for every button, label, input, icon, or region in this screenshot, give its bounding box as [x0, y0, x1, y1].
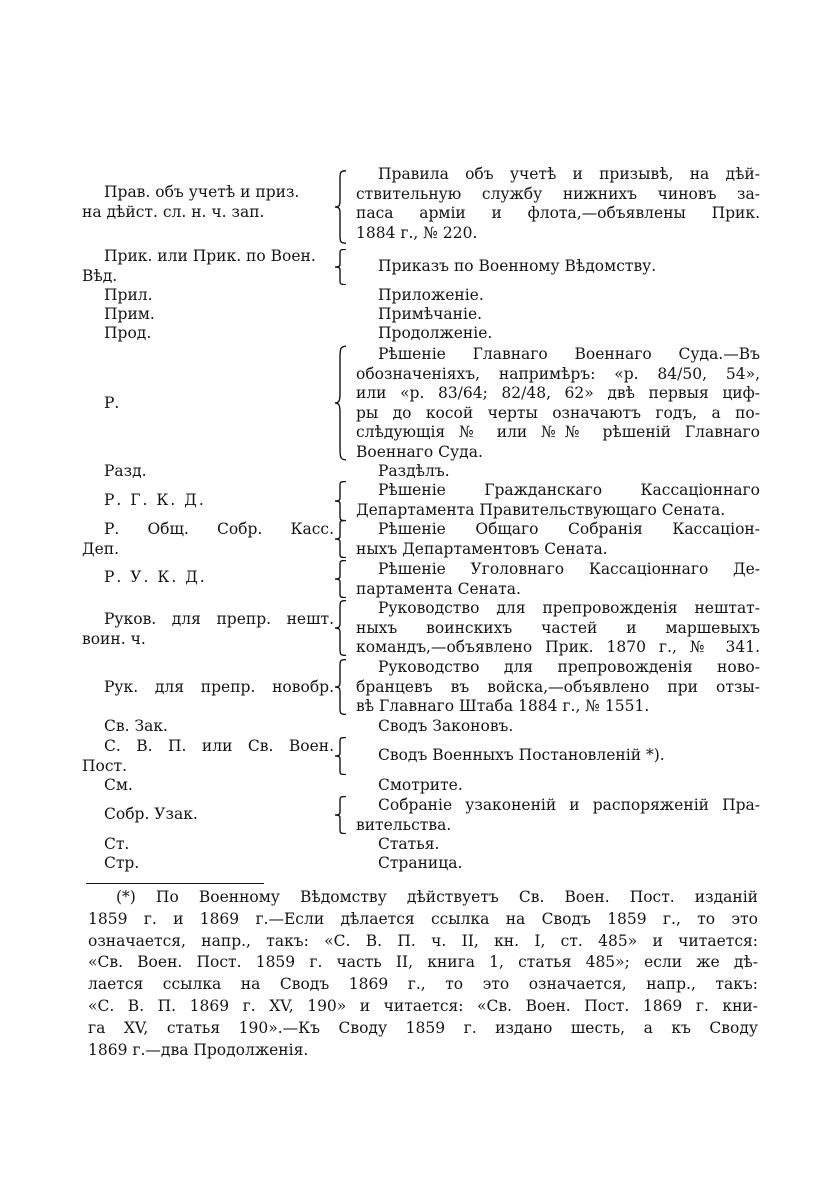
defn-line: Руководство для препровожденія нештат-: [378, 599, 760, 617]
defn-line: бранцевъ въ войска,—объявлено при отзы-: [356, 677, 760, 696]
defn-line: ныхъ Департаментовъ Сената.: [356, 539, 608, 558]
defn-line: Рѣшеніе Общаго Собранія Кассаціон-: [378, 520, 760, 538]
abbr-line: Разд.: [104, 462, 147, 480]
defn-line: Правила объ учетѣ и призывѣ, на дѣй-: [378, 165, 760, 183]
curly-brace-icon: [334, 249, 348, 285]
definition: [356, 746, 760, 766]
defn-line: Руководство для препровожденія ново-: [378, 658, 760, 676]
abbreviation: [82, 568, 334, 588]
curly-brace-icon: [334, 481, 348, 521]
abbreviation: [82, 717, 334, 737]
defn-line: Департамента Правительствующаго Сената.: [356, 500, 726, 519]
definition: [356, 599, 760, 658]
defn-line: Сводъ Военныхъ Постановленій *).: [378, 746, 665, 764]
curly-brace-icon: [334, 659, 348, 715]
abbreviation: [82, 776, 334, 796]
abbreviation: [82, 324, 334, 344]
defn-line: 1884 г., № 220.: [356, 223, 478, 242]
definition: [356, 324, 760, 344]
footnote-line: 1859 г. и 1869 г.—Если дѣлается ссылка на Сводъ 1859 г., то это: [88, 909, 758, 928]
defn-line: слѣдующія № или №№ рѣшеній Главнаго: [356, 423, 760, 441]
footnote-line: (*) По Военному Вѣдомству дѣйствуетъ Св. Воен. Пост. изданій: [116, 888, 758, 906]
definition: [356, 462, 760, 482]
abbreviation: [82, 610, 334, 649]
definition: [356, 345, 760, 462]
definition: [356, 286, 760, 306]
defn-line: Приказъ по Военному Вѣдомству.: [378, 257, 657, 275]
abbreviation: [82, 305, 334, 325]
defn-line: Сводъ Законовъ.: [378, 717, 514, 735]
footnote-line: га XV, статья 190».—Къ Своду 1859 г. издано шесть, а къ Своду: [88, 1018, 758, 1037]
abbr-line: С. В. П. или Св. Воен.: [104, 737, 334, 755]
curly-brace-icon: [334, 796, 348, 834]
curly-brace-icon: [334, 170, 348, 244]
definition: [356, 520, 760, 559]
abbr-line: См.: [104, 776, 133, 794]
abbreviation: [82, 520, 334, 559]
definition: [356, 835, 760, 855]
abbr-line: на дѣйст. сл. н. ч. зап.: [82, 202, 265, 221]
definition: [356, 717, 760, 737]
definition: [356, 257, 760, 277]
abbr-line: Прав. объ учетѣ и приз.: [104, 183, 300, 201]
definition: [356, 796, 760, 835]
defn-line: обозначеніяхъ, напримѣръ: «р. 84/50, 54»,: [356, 364, 760, 383]
defn-line: Примѣчаніе.: [378, 305, 483, 323]
abbr-line: Деп.: [82, 539, 120, 558]
footnote: [88, 887, 758, 1061]
abbreviation: [82, 854, 334, 874]
curly-brace-icon: [334, 600, 348, 656]
definition: [356, 658, 760, 717]
defn-line: паса арміи и флота,—объявлены Прик.: [356, 204, 760, 222]
defn-line: Статья.: [378, 835, 440, 853]
defn-line: вительства.: [356, 815, 452, 834]
defn-line: Рѣшеніе Уголовнаго Кассаціоннаго Де-: [378, 560, 760, 578]
defn-line: ствительную службу нижнихъ чиновъ за-: [356, 184, 760, 203]
defn-line: Приложеніе.: [378, 286, 484, 304]
abbr-line: Пост.: [82, 756, 128, 775]
abbr-line: Р.: [104, 394, 120, 412]
definition: [356, 305, 760, 325]
abbr-line: Вѣд.: [82, 266, 118, 285]
abbr-line: Прил.: [104, 286, 153, 304]
abbreviation: [82, 491, 334, 511]
abbreviation: [82, 183, 334, 222]
abbreviation: [82, 678, 334, 698]
definition: [356, 165, 760, 243]
defn-line: Военнаго Суда.: [356, 442, 483, 461]
footnote-line: «С. В. П. 1869 г. XV, 190» и читается: «Св. Воен. Пост. 1869 г. кни-: [88, 996, 758, 1015]
abbreviation: [82, 737, 334, 776]
abbreviation: [82, 835, 334, 855]
defn-line: вѣ Главнаго Штаба 1884 г., № 1551.: [356, 697, 650, 715]
defn-line: Раздѣлъ.: [378, 462, 450, 480]
curly-brace-icon: [334, 520, 348, 558]
footnote-line: означается, напр., такъ: «С. В. П. ч. II, кн. I, ст. 485» и читается:: [88, 931, 758, 950]
abbr-line: воин. ч.: [82, 629, 146, 648]
defn-line: Рѣшеніе Главнаго Военнаго Суда.—Въ: [378, 345, 760, 363]
abbr-line: Прим.: [104, 305, 155, 323]
defn-line: Собраніе узаконеній и распоряженій Пра-: [378, 796, 760, 814]
footnote-line: 1869 г.—два Продолженія.: [88, 1040, 309, 1059]
abbr-line: Р. Общ. Собр. Касс.: [104, 520, 334, 538]
abbr-line: Прод.: [104, 324, 152, 342]
defn-line: или «р. 83/64; 82/48, 62» двѣ первыя циф-: [356, 384, 760, 402]
footnote-line: лается ссылка на Сводъ 1869 г., то это означается, напр., такъ:: [88, 975, 758, 994]
abbr-line: Прик. или Прик. по Воен.: [104, 247, 316, 265]
definition: [356, 854, 760, 874]
curly-brace-icon: [334, 737, 348, 775]
abbreviation: [82, 805, 334, 825]
defn-line: Рѣшеніе Гражданскаго Кассаціоннаго: [378, 481, 760, 499]
abbr-line: Рук. для препр. новобр.: [104, 678, 334, 696]
abbr-line: Р. У. К. Д.: [104, 568, 207, 586]
abbreviation: [82, 462, 334, 482]
abbr-line: Руков. для препр. нешт.: [104, 610, 334, 628]
abbr-line: Р. Г. К. Д.: [104, 491, 206, 509]
abbr-line: Стр.: [104, 854, 140, 872]
definition: [356, 560, 760, 599]
abbr-line: Ст.: [104, 835, 130, 853]
defn-line: Смотрите.: [378, 776, 463, 794]
definition: [356, 481, 760, 520]
definition: [356, 776, 760, 796]
abbreviation: [82, 247, 334, 286]
footnote-divider: [86, 883, 264, 884]
defn-line: командъ,—объявлено Прик. 1870 г., № 341.: [356, 638, 760, 656]
curly-brace-icon: [334, 560, 348, 598]
abbreviation: [82, 394, 334, 414]
defn-line: ры до косой черты означаютъ годъ, а по-: [356, 403, 760, 422]
abbreviation: [82, 286, 334, 306]
defn-line: ныхъ воинскихъ частей и маршевыхъ: [356, 618, 760, 637]
defn-line: партамента Сената.: [356, 579, 521, 598]
curly-brace-icon: [334, 345, 348, 461]
abbr-line: Собр. Узак.: [104, 805, 198, 823]
abbr-line: Св. Зак.: [104, 717, 168, 735]
defn-line: Продолженіе.: [378, 324, 493, 342]
defn-line: Страница.: [378, 854, 463, 872]
footnote-line: «Св. Воен. Пост. 1859 г. часть II, книга 1, статья 485»; если же дѣ-: [88, 953, 758, 972]
